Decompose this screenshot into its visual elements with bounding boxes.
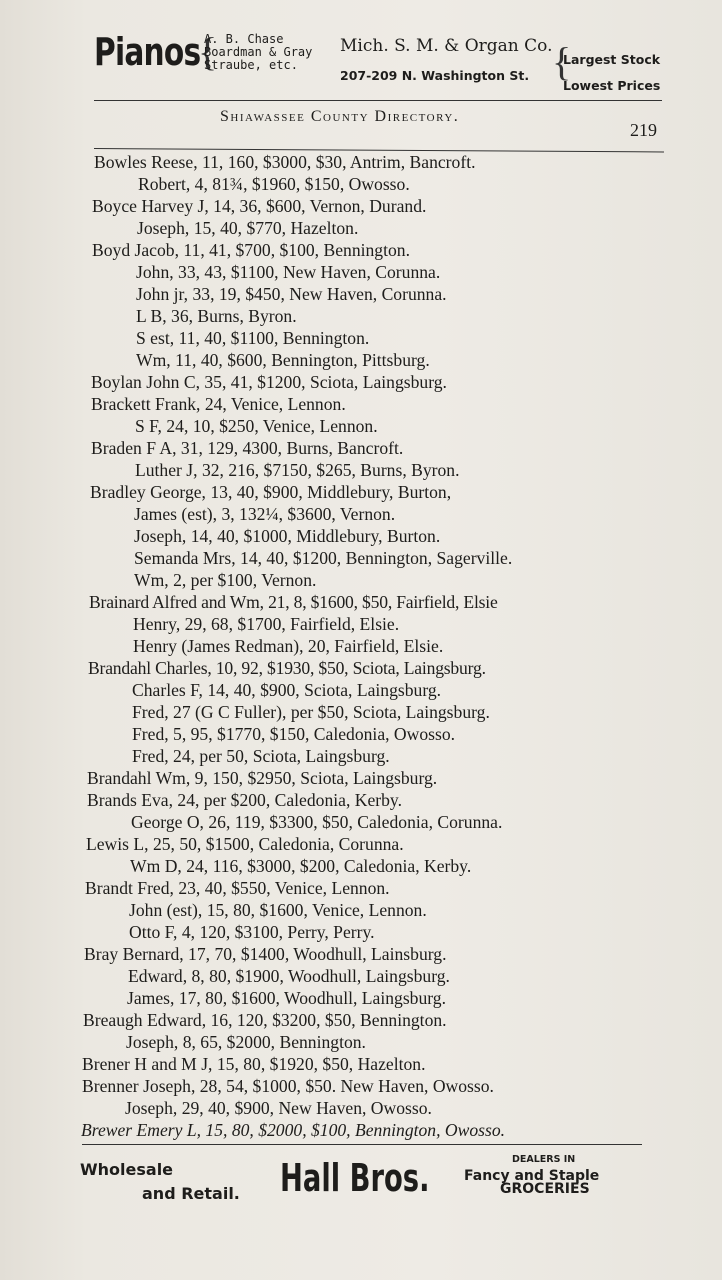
list-item: Brandahl Wm, 9, 150, $2950, Sciota, Laingsburg. <box>87 768 438 788</box>
list-item: Braden F A, 31, 129, 4300, Burns, Bancroft. <box>91 438 404 458</box>
list-item: Bradley George, 13, 40, $900, Middlebury, Burton, <box>90 482 452 502</box>
list-item: Brenner Joseph, 28, 54, $1000, $50. New Haven, Owosso. <box>82 1076 494 1096</box>
list-item: Robert, 4, 81¾, $1960, $150, Owosso. <box>138 174 410 194</box>
list-item: John, 33, 43, $1100, New Haven, Corunna. <box>136 262 441 282</box>
list-item: Edward, 8, 80, $1900, Woodhull, Laingsburg. <box>128 966 450 986</box>
list-item: Lewis L, 25, 50, $1500, Caledonia, Corunna. <box>86 834 404 854</box>
top-advertisement <box>94 30 669 92</box>
ad-fancy-staple-label: Fancy and Staple <box>464 1168 600 1184</box>
list-item: Brainard Alfred and Wm, 21, 8, $1600, $50, Fairfield, Elsie <box>89 592 498 612</box>
list-item: Boyce Harvey J, 14, 36, $600, Vernon, Durand. <box>92 196 427 216</box>
list-item: Brewer Emery L, 15, 80, $2000, $100, Bennington, Owosso. <box>81 1120 506 1140</box>
list-item: Brener H and M J, 15, 80, $1920, $50, Hazelton. <box>82 1054 426 1074</box>
ad-wholesale-label: Wholesale <box>80 1160 174 1179</box>
list-item: Semanda Mrs, 14, 40, $1200, Bennington, Sagerville. <box>134 548 513 568</box>
list-item: Luther J, 32, 216, $7150, $265, Burns, Byron. <box>135 460 460 480</box>
list-item: Wm, 11, 40, $600, Bennington, Pittsburg. <box>136 350 430 370</box>
list-item: Joseph, 15, 40, $770, Hazelton. <box>137 218 359 238</box>
list-item: Boyd Jacob, 11, 41, $700, $100, Bennington. <box>92 240 410 260</box>
ad-company-address: 207-209 N. Washington St. <box>340 68 530 83</box>
list-item: Fred, 24, per 50, Sciota, Laingsburg. <box>132 746 390 766</box>
list-item: Joseph, 8, 65, $2000, Bennington. <box>126 1032 366 1052</box>
list-item: George O, 26, 119, $3300, $50, Caledonia, Corunna. <box>131 812 503 832</box>
footer-rule <box>82 1144 642 1145</box>
bottom-advertisement <box>80 1150 660 1210</box>
list-item: Brackett Frank, 24, Venice, Lennon. <box>91 394 346 414</box>
list-item: Fred, 5, 95, $1770, $150, Caledonia, Owosso. <box>132 724 456 744</box>
ad-brand-hall-bros: Hall Bros. <box>280 1156 430 1200</box>
list-item: Otto F, 4, 120, $3100, Perry, Perry. <box>129 922 375 942</box>
list-item: Joseph, 29, 40, $900, New Haven, Owosso. <box>125 1098 432 1118</box>
list-item: S est, 11, 40, $1100, Bennington. <box>136 328 370 348</box>
list-item: Brands Eva, 24, per $200, Caledonia, Kerby. <box>87 790 402 810</box>
brace-glyph: { <box>198 29 218 74</box>
list-item: L B, 36, Burns, Byron. <box>136 306 297 326</box>
ad-brand-pianos: Pianos <box>94 30 201 74</box>
list-item: Henry, 29, 68, $1700, Fairfield, Elsie. <box>133 614 400 634</box>
list-item: Charles F, 14, 40, $900, Sciota, Laingsburg. <box>132 680 442 700</box>
ad-tagline-stock: Largest Stock <box>563 52 661 67</box>
list-item: Breaugh Edward, 16, 120, $3200, $50, Bennington. <box>83 1010 447 1030</box>
list-item: Brandt Fred, 23, 40, $550, Venice, Lennon. <box>85 878 390 898</box>
ad-maker: Straube, etc. <box>204 58 298 72</box>
list-item: Boylan John C, 35, 41, $1200, Sciota, Laingsburg. <box>91 372 447 392</box>
brace-glyph: { <box>552 39 572 84</box>
list-item: John jr, 33, 19, $450, New Haven, Corunna. <box>136 284 447 304</box>
list-item: Henry (James Redman), 20, Fairfield, Elsie. <box>133 636 444 656</box>
running-title: Shiawassee County Directory. <box>220 108 460 125</box>
list-item: John (est), 15, 80, $1600, Venice, Lennon. <box>129 900 427 920</box>
ad-company-name: Mich. S. M. & Organ Co. <box>340 36 553 56</box>
list-item: Wm D, 24, 116, $3000, $200, Caledonia, Kerby. <box>130 856 472 876</box>
ad-groceries-label: GROCERIES <box>500 1181 590 1197</box>
page-number: 219 <box>630 120 657 140</box>
list-item: James, 17, 80, $1600, Woodhull, Laingsburg. <box>127 988 447 1008</box>
ad-dealers-label: DEALERS IN <box>512 1154 576 1165</box>
list-item: Brandahl Charles, 10, 92, $1930, $50, Sciota, Laingsburg. <box>88 658 486 678</box>
list-item: S F, 24, 10, $250, Venice, Lennon. <box>135 416 378 436</box>
ad-tagline-prices: Lowest Prices <box>563 78 661 93</box>
list-item: Bowles Reese, 11, 160, $3000, $30, Antrim, Bancroft. <box>94 152 476 172</box>
ad-piano-makers <box>204 33 312 72</box>
list-item: Fred, 27 (G C Fuller), per $50, Sciota, Laingsburg. <box>132 702 490 722</box>
ad-retail-label: and Retail. <box>142 1184 240 1203</box>
header-rule-top <box>94 100 662 101</box>
list-item: James (est), 3, 132¼, $3600, Vernon. <box>134 504 396 524</box>
list-item: Wm, 2, per $100, Vernon. <box>134 570 317 590</box>
list-item: Joseph, 14, 40, $1000, Middlebury, Burton. <box>134 526 441 546</box>
list-item: Bray Bernard, 17, 70, $1400, Woodhull, Lainsburg. <box>84 944 447 964</box>
ad-maker: A. B. Chase <box>204 32 284 46</box>
ad-maker: Boardman & Gray <box>204 45 313 59</box>
